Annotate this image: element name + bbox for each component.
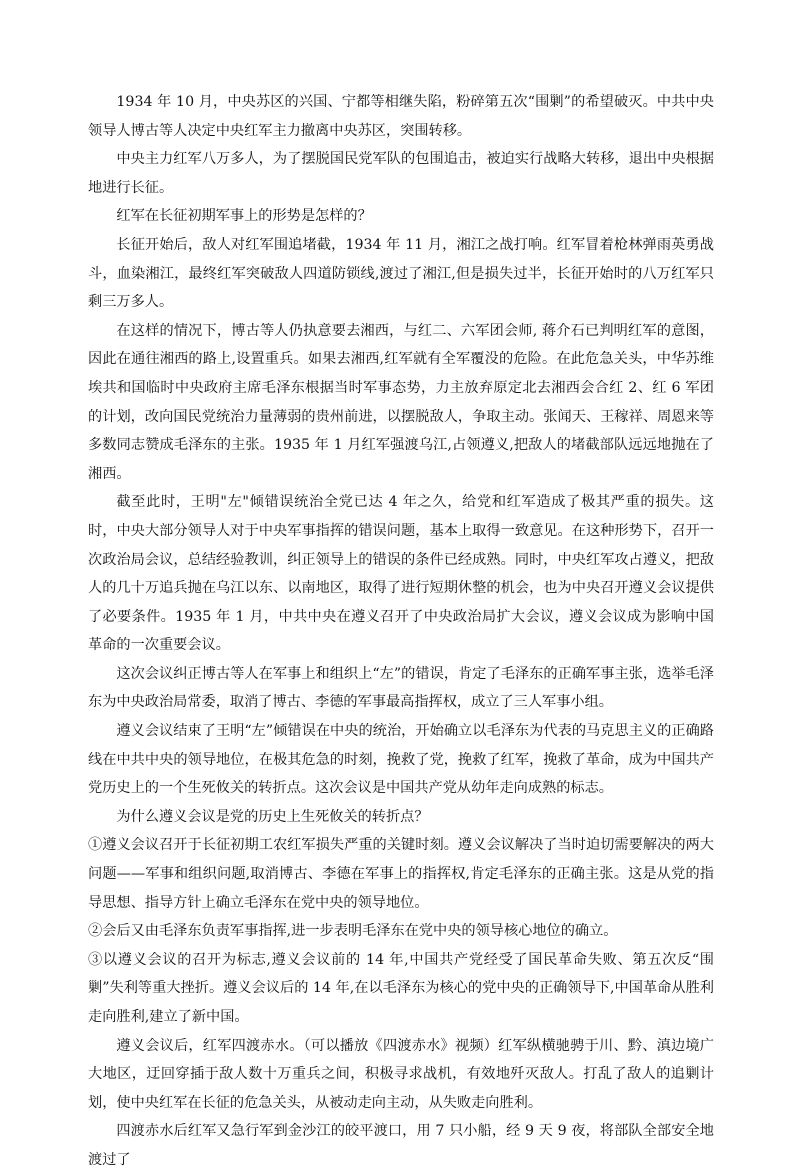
paragraph-1: 1934 年 10 月，中央苏区的兴国、宁都等相继失陷，粉碎第五次“围剿”的希望破灭。中共中央领导人博古等人决定中央红军主力撤离中央苏区，突围转移。 bbox=[88, 94, 714, 139]
paragraph-5: 截至此时，王明"左"倾错误统治全党已达 4 年之久，给党和红军造成了极其严重的损失。这时，中央大部分领导人对于中央军事指挥的错误问题，基本上取得一致意见。在这种形势下，召开一次政治局会议，总结经验教训，纠正领导上的错误的条件已经成熟。同时，中央红军攻占遵义，把敌人的几十万追兵抛在乌江以东、以南地区，取得了进行短期休整的机会，也为中央召开遵义会议提供了必要条件。1935 年 1 月，中共中央在遵义召开了中央政治局扩大会议，遵义会议成为影响中国革命的一次重要会议。 bbox=[88, 494, 714, 654]
question-heading-1: 红军在长征初期军事上的形势是怎样的？ bbox=[116, 208, 372, 225]
paragraph-3: 长征开始后，敌人对红军围追堵截，1934 年 11 月，湘江之战打响。红军冒着枪林弹雨英勇战斗，血染湘江，最终红军突破敌人四道防锁线,渡过了湘江,但是损失过半，长征开始时的八万红军只剩三万多人。 bbox=[88, 236, 714, 311]
paragraph-8: 遵义会议后，红军四渡赤水。（可以播放《四渡赤水》视频）红军纵横驰骋于川、黔、滇边境广大地区，迂回穿插于敌人数十万重兵之间，积极寻求战机，有效地歼灭敌人。打乱了敌人的追剿计划，使中央红军在长征的危急关头，从被动走向主动，从失败走向胜利。 bbox=[88, 1037, 714, 1111]
paragraph-4: 在这样的情况下，博古等人仍执意要去湘西，与红二、六军团会师, 蒋介石已判明红军的意图，因此在通往湘西的路上,设置重兵。如果去湘西,红军就有全军覆没的危险。在此危急关头，中华苏维埃共和国临时中央政府主席毛泽东根据当时军事态势，力主放弃原定北去湘西会合红 2、红 6 军团的计划，改向国民党统治力量薄弱的贵州前进，以摆脱敌人，争取主动。张闻天、王稼祥、周恩来等多数同志赞成毛泽东的主张。1935 年 1 月红军强渡乌江,占领遵义,把敌人的堵截部队远远地抛在了湘西。 bbox=[88, 322, 714, 482]
paragraph-9: 四渡赤水后红军又急行军到金沙江的皎平渡口，用 7 只小船，经 9 天 9 夜，将部队全部安全地渡过了 bbox=[88, 1123, 714, 1168]
paragraph-7: 遵义会议结束了王明“左”倾错误在中央的统治，开始确立以毛泽东为代表的马克思主义的正确路线在中共中央的领导地位，在极其危急的时刻，挽救了党，挽救了红军，挽救了革命，成为中国共产党历史上的一个生死攸关的转折点。这次会议是中国共产党从幼年走向成熟的标志。 bbox=[88, 723, 714, 797]
answer-point-3: ③以遵义会议的召开为标志,遵义会议前的 14 年,中国共产党经受了国民革命失败、第五次反“围剿”失利等重大挫折。遵义会议后的 14 年,在以毛泽东为核心的党中央的正确领导下,中国革命从胜利走向胜利,建立了新中国。 bbox=[88, 951, 714, 1025]
answer-point-1: ①遵义会议召开于长征初期工农红军损失严重的关键时刻。遵义会议解决了当时迫切需要解决的两大问题——军事和组织问题,取消博古、李德在军事上的指挥权,肯定毛泽东的正确主张。这是从党的指导思想、指导方针上确立毛泽东在党中央的领导地位。 bbox=[88, 837, 714, 911]
paragraph-6: 这次会议纠正博古等人在军事上和组织上“左”的错误，肯定了毛泽东的正确军事主张，选举毛泽东为中央政治局常委，取消了博古、李德的军事最高指挥权，成立了三人军事小组。 bbox=[88, 665, 714, 711]
question-heading-2: 为什么遵义会议是党的历史上生死攸关的转折点？ bbox=[116, 808, 429, 825]
answer-point-2: ②会后又由毛泽东负责军事指挥,进一步表明毛泽东在党中央的领导核心地位的确立。 bbox=[88, 923, 618, 940]
paragraph-2: 中央主力红军八万多人，为了摆脱国民党军队的包围追击，被迫实行战略大转移，退出中央根据地进行长征。 bbox=[88, 151, 714, 196]
document-page bbox=[88, 88, 714, 1175]
